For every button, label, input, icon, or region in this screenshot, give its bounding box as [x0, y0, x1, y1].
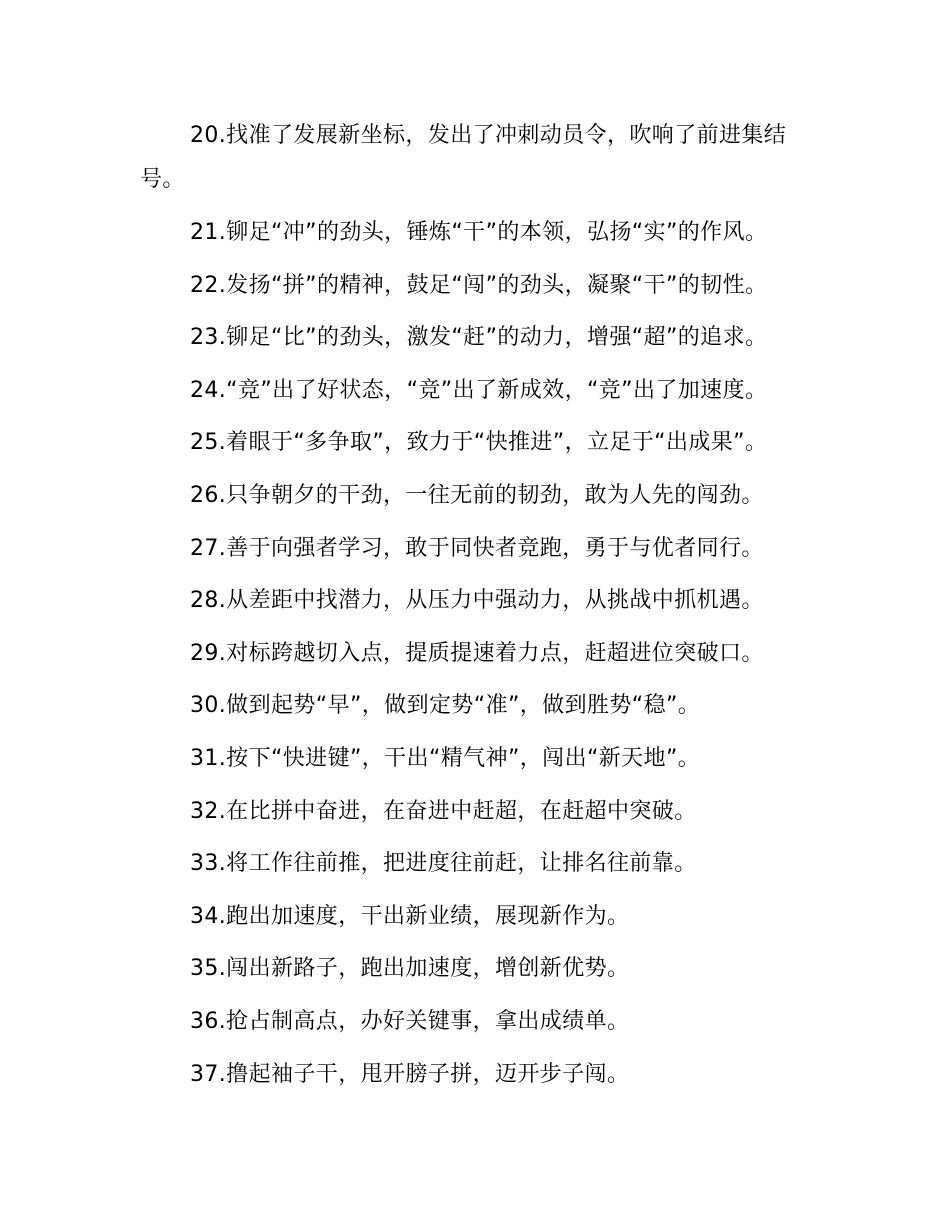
paragraph-26: 26.只争朝夕的干劲，一往无前的韧劲，敢为人先的闯劲。	[190, 482, 764, 508]
paragraph-31: 31.按下“快进键”，干出“精气神”，闯出“新天地”。	[190, 745, 701, 771]
paragraph-21: 21.铆足“冲”的劲头，锤炼“干”的本领，弘扬“实”的作风。	[190, 220, 768, 245]
paragraph-20: 20.找准了发展新坐标，发出了冲刺动员令，吹响了前进集结号。	[140, 123, 787, 192]
paragraph-22: 22.发扬“拼”的精神，鼓足“闯”的劲头，凝聚“干”的韧性。	[190, 272, 768, 298]
paragraph-34: 34.跑出加速度，干出新业绩，展现新作为。	[190, 903, 630, 929]
paragraph-33: 33.将工作往前推，把进度往前赶，让排名往前靠。	[190, 851, 697, 877]
paragraph-28: 28.从差距中找潜力，从压力中强动力，从挑战中抓机遇。	[190, 588, 764, 614]
paragraph-25: 25.着眼于“多争取”，致力于“快推进”，立足于“出成果”。	[190, 430, 768, 456]
paragraph-23: 23.铆足“比”的劲头，激发“赶”的动力，增强“超”的追求。	[190, 325, 768, 351]
paragraph-37: 37.撸起袖子干，甩开膀子拼，迈开步子闯。	[190, 1061, 630, 1087]
paragraph-24: 24.“竞”出了好状态，“竞”出了新成效，“竞”出了加速度。	[190, 377, 768, 403]
document-body	[140, 114, 824, 1104]
paragraph-27: 27.善于向强者学习，敢于同快者竞跑，勇于与优者同行。	[190, 535, 764, 561]
paragraph-29: 29.对标跨越切入点，提质提速着力点，赶超进位突破口。	[190, 640, 764, 666]
paragraph-36: 36.抢占制高点，办好关键事，拿出成绩单。	[190, 1008, 630, 1034]
paragraph-35: 35.闯出新路子，跑出加速度，增创新优势。	[190, 956, 630, 982]
paragraph-30: 30.做到起势“早”，做到定势“准”，做到胜势“稳”。	[190, 693, 701, 719]
paragraph-32: 32.在比拼中奋进，在奋进中赶超，在赶超中突破。	[190, 798, 697, 824]
